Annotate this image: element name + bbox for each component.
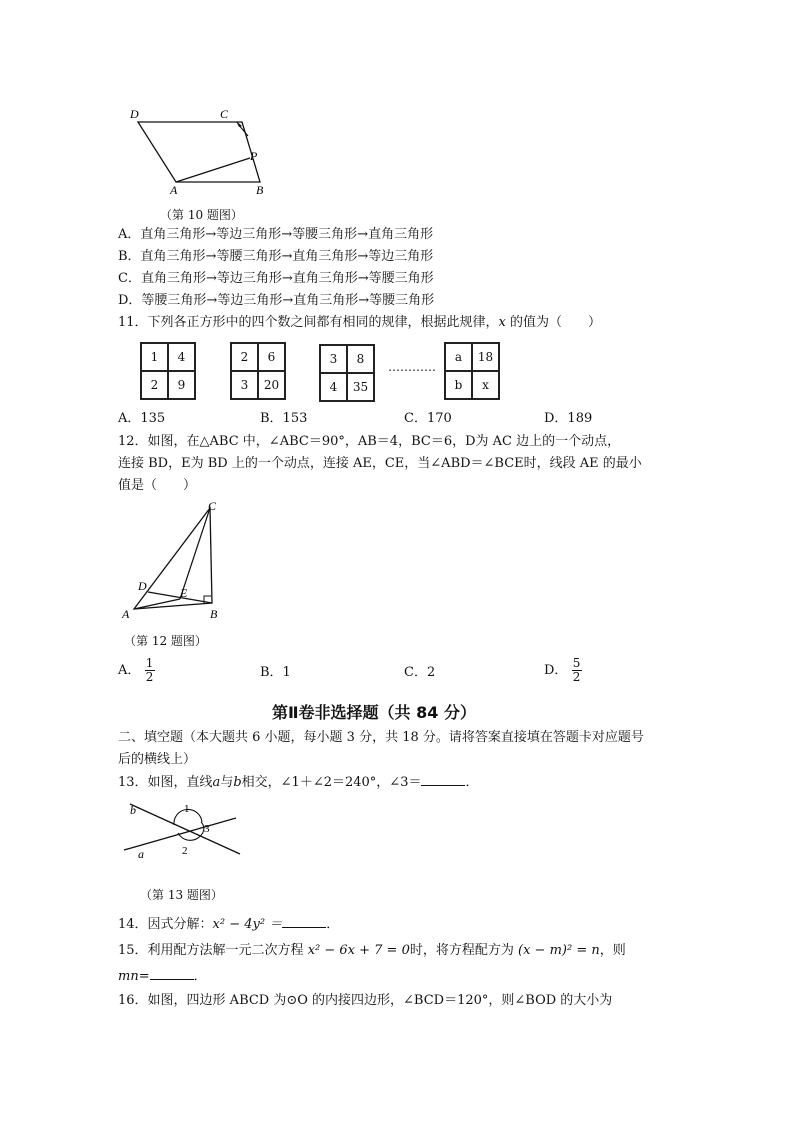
q14-expression: x² − 4y² ＝ bbox=[212, 917, 283, 932]
grid-cell: 9 bbox=[168, 371, 195, 399]
q11-var: x bbox=[498, 315, 506, 330]
q10-option-b: B．直角三角形→等腰三角形→直角三角形→等边三角形 bbox=[118, 249, 434, 264]
grid-cell: x bbox=[472, 371, 499, 399]
figure-q12-triangle bbox=[118, 498, 228, 624]
q15-period: ． bbox=[193, 969, 207, 984]
q12-option-d-label: D． bbox=[544, 663, 568, 678]
q10-option-d: D．等腰三角形→等边三角形→直角三角形→等腰三角形 bbox=[118, 293, 435, 308]
fraction-numerator: 5 bbox=[572, 656, 581, 670]
q13-line-a: a bbox=[212, 775, 221, 790]
grid-cell: 3 bbox=[231, 371, 258, 399]
q15-text-a: 15．利用配方法解一元二次方程 bbox=[118, 943, 304, 958]
q13-text-b: 与 bbox=[220, 775, 234, 790]
q11-grid-2 bbox=[230, 342, 286, 400]
q15-text-b: 时，将方程配方为 bbox=[409, 943, 514, 958]
q15-mn: mn= bbox=[118, 969, 150, 984]
q15-line-2 bbox=[118, 967, 207, 986]
fig10-label-b: B bbox=[256, 183, 264, 197]
fig10-label-a: A bbox=[170, 183, 178, 197]
q14-text-a: 14．因式分解： bbox=[118, 917, 213, 932]
q11-stem-b: 的值为（ ） bbox=[505, 315, 602, 330]
fig13-caption: （第 13 题图） bbox=[140, 888, 223, 902]
fig12-label-c: C bbox=[208, 499, 217, 513]
fig12-label-e: E bbox=[180, 586, 188, 600]
q11-option-c: C．170 bbox=[404, 411, 452, 426]
fig13-label-b: b bbox=[130, 803, 136, 817]
grid-cell: a bbox=[445, 343, 472, 371]
q12-option-d bbox=[544, 657, 582, 684]
fraction-denominator: 2 bbox=[145, 670, 154, 684]
section-2-intro-2: 后的横线上） bbox=[118, 752, 197, 767]
fig13-label-2: 2 bbox=[182, 845, 188, 857]
q13-stem bbox=[118, 773, 478, 792]
section-2-intro-1: 二、填空题（本大题共 6 小题，每小题 3 分，共 18 分。请将答案直接填在答题卡对应题号 bbox=[118, 730, 644, 745]
q12-line-1: 12．如图，在△ABC 中，∠ABC＝90°，AB＝4，BC＝6，D为 AC 边上的一个动点， bbox=[118, 434, 621, 449]
q13-text-d: ． bbox=[465, 775, 479, 790]
grid-cell: 20 bbox=[258, 371, 285, 399]
q12-option-d-fraction bbox=[572, 657, 582, 684]
q10-option-c: C．直角三角形→等边三角形→直角三角形→等腰三角形 bbox=[118, 271, 434, 286]
grid-cell: 2 bbox=[141, 371, 168, 399]
q12-option-b: B．1 bbox=[260, 665, 291, 680]
fig10-label-p: P bbox=[250, 149, 258, 163]
fig10-label-d: D bbox=[130, 107, 139, 121]
q14-stem bbox=[118, 915, 339, 934]
q12-option-a-fraction bbox=[145, 657, 155, 684]
q11-dots: ………… bbox=[388, 360, 436, 374]
q11-grid-3 bbox=[319, 344, 375, 402]
q12-line-3: 值是（ ） bbox=[118, 478, 197, 493]
q11-option-b: B．153 bbox=[260, 411, 308, 426]
grid-cell: b bbox=[445, 371, 472, 399]
q12-option-a bbox=[118, 657, 155, 684]
q13-text-a: 13．如图，直线 bbox=[118, 775, 213, 790]
section-2-title: 第Ⅱ卷非选择题（共 84 分） bbox=[272, 703, 476, 722]
grid-cell: 18 bbox=[472, 343, 499, 371]
q11-option-a: A．135 bbox=[118, 411, 166, 426]
q11-stem-a: 11．下列各正方形中的四个数之间都有相同的规律，根据此规律， bbox=[118, 315, 499, 330]
fig10-label-c: C bbox=[220, 107, 229, 121]
q15-text-c: ，则 bbox=[599, 943, 626, 958]
fig12-caption: （第 12 题图） bbox=[124, 634, 207, 648]
figure-q13-intersecting-lines bbox=[118, 798, 248, 862]
grid-cell: 2 bbox=[231, 343, 258, 371]
fig13-label-3: 3 bbox=[204, 823, 210, 835]
grid-cell: 1 bbox=[141, 343, 168, 371]
q10-option-a: A．直角三角形→等边三角形→等腰三角形→直角三角形 bbox=[118, 227, 434, 242]
q11-stem bbox=[118, 314, 601, 332]
q15-stem bbox=[118, 942, 626, 960]
grid-cell: 35 bbox=[347, 373, 374, 401]
q15-equation: x² − 6x + 7 = 0 bbox=[307, 943, 410, 958]
q16-stem: 16．如图，四边形 ABCD 为⊙O 的内接四边形，∠BCD＝120°，则∠BOD 的大小为 bbox=[118, 993, 613, 1008]
q14-answer-blank bbox=[282, 915, 326, 928]
fig10-caption: （第 10 题图） bbox=[160, 208, 243, 222]
q11-grid-4 bbox=[444, 342, 500, 400]
grid-cell: 4 bbox=[320, 373, 347, 401]
grid-cell: 6 bbox=[258, 343, 285, 371]
q11-option-d: D．189 bbox=[544, 411, 593, 426]
fig13-label-a: a bbox=[138, 847, 144, 861]
q15-completed-square: (x − m)² = n bbox=[518, 943, 600, 958]
q13-text-c: 相交，∠1＋∠2＝240°，∠3＝ bbox=[241, 775, 422, 790]
q12-line-2: 连接 BD，E为 BD 上的一个动点，连接 AE，CE，当∠ABD＝∠BCE时，线段 AE 的最小 bbox=[118, 456, 642, 471]
q15-answer-blank bbox=[150, 967, 194, 980]
fraction-denominator: 2 bbox=[572, 670, 581, 684]
fig12-label-d: D bbox=[138, 579, 147, 593]
fig13-label-1: 1 bbox=[184, 803, 190, 815]
fig12-label-a: A bbox=[122, 607, 130, 621]
fig12-label-b: B bbox=[210, 607, 218, 621]
fraction-numerator: 1 bbox=[145, 656, 154, 670]
q14-text-b: ． bbox=[326, 917, 340, 932]
figure-q10-parallelogram bbox=[120, 100, 280, 200]
q13-line-b: b bbox=[233, 775, 242, 790]
grid-cell: 8 bbox=[347, 345, 374, 373]
grid-cell: 4 bbox=[168, 343, 195, 371]
q12-option-a-label: A． bbox=[118, 663, 141, 678]
q11-grid-1 bbox=[140, 342, 196, 400]
q12-option-c: C．2 bbox=[404, 665, 436, 680]
q13-answer-blank bbox=[421, 773, 465, 786]
grid-cell: 3 bbox=[320, 345, 347, 373]
